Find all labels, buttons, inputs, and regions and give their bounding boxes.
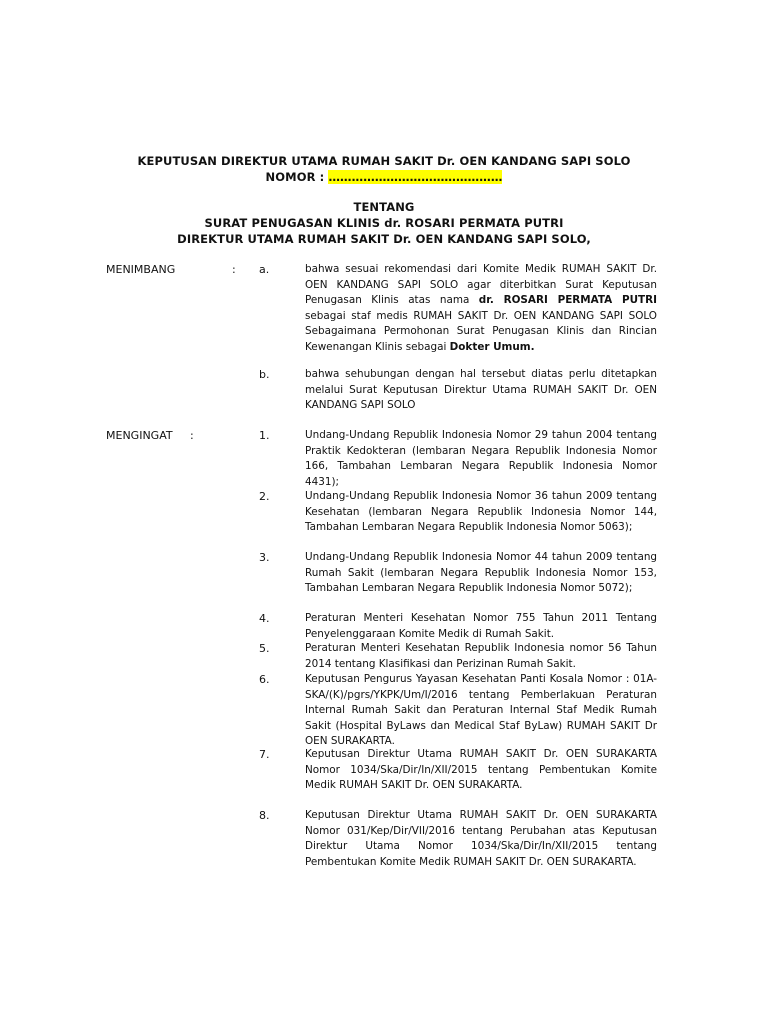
nomor-label: NOMOR : <box>265 170 329 184</box>
menimbang-label: MENIMBANG <box>106 263 176 276</box>
nomor-placeholder: ……………………………………… <box>328 170 503 184</box>
mengingat-marker-4: 4. <box>259 612 270 625</box>
menimbang-paragraph-b: bahwa sehubungan dengan hal tersebut diatas perlu ditetapkan melalui Surat Keputusan Direktur Utama RUMAH SAKIT Dr. OEN KANDANG SAPI SOLO <box>305 368 657 411</box>
doctor-name: dr. ROSARI PERMATA PUTRI <box>478 294 657 306</box>
mengingat-item-7: Keputusan Direktur Utama RUMAH SAKIT Dr. OEN SURAKARTA Nomor 1034/Ska/Dir/In/XII/2015 tentang Pembentukan Komite Medik RUMAH SAKIT Dr. OEN SURAKARTA. <box>305 748 657 791</box>
mengingat-colon: : <box>190 429 194 442</box>
menimbang-marker-b: b. <box>259 368 270 381</box>
role-title: Dokter Umum. <box>449 340 535 353</box>
mengingat-item-3: Undang-Undang Republik Indonesia Nomor 44 tahun 2009 tentang Rumah Sakit (lembaran Negara Republik Indonesia Nomor 153, Tambahan Lembaran Negara Republik Indonesia Nomor 5072); <box>305 551 657 594</box>
mengingat-item-2: Undang-Undang Republik Indonesia Nomor 36 tahun 2009 tentang Kesehatan (lembaran Negara Republik Indonesia Nomor 144, Tambahan Lembaran Negara Republik Indonesia Nomor 5063); <box>305 490 657 533</box>
mengingat-marker-2: 2. <box>259 490 270 503</box>
decree-title: KEPUTUSAN DIREKTUR UTAMA RUMAH SAKIT Dr. OEN KANDANG SAPI SOLO <box>137 154 631 168</box>
decree-issuer: DIREKTUR UTAMA RUMAH SAKIT Dr. OEN KANDANG SAPI SOLO, <box>177 232 591 246</box>
mengingat-marker-6: 6. <box>259 673 270 686</box>
menimbang-marker-a: a. <box>259 263 270 276</box>
tentang-heading: TENTANG <box>353 200 415 214</box>
mengingat-marker-1: 1. <box>259 429 270 442</box>
mengingat-marker-5: 5. <box>259 642 270 655</box>
mengingat-marker-7: 7. <box>259 748 270 761</box>
menimbang-colon: : <box>232 263 236 276</box>
mengingat-item-6: Keputusan Pengurus Yayasan Kesehatan Panti Kosala Nomor : 01A-SKA/(K)/pgrs/YKPK/Um/I/2016 tentang Pemberlakuan Peraturan Internal Rumah Sakit dan Peraturan Internal Staf Medik Rumah Sakit (Hospital ByLaws dan Medical Staf ByLaw) RUMAH SAKIT Dr OEN SURAKARTA. <box>305 673 657 747</box>
decree-subject: SURAT PENUGASAN KLINIS dr. ROSARI PERMATA PUTRI <box>204 216 564 230</box>
mengingat-label: MENGINGAT <box>106 429 173 442</box>
menimbang-paragraph-a: bahwa sesuai rekomendasi dari Komite Medik RUMAH SAKIT Dr. OEN KANDANG SAPI SOLO agar diterbitkan Surat Keputusan Penugasan Klinis atas nama dr. ROSARI PERMATA PUTRI sebagai staf medis RUMAH SAKIT Dr. OEN KANDANG SAPI SOLO Sebagaimana Permohonan Surat Penugasan Klinis dan Rincian Kewenangan Klinis sebagai Dokter Umum. <box>305 263 657 353</box>
mengingat-item-1: Undang-Undang Republik Indonesia Nomor 29 tahun 2004 tentang Praktik Kedokteran (lembaran Negara Republik Indonesia Nomor 166, Tambahan Lembaran Negara Republik Indonesia Nomor 4431); <box>305 429 657 488</box>
mengingat-marker-3: 3. <box>259 551 270 564</box>
mengingat-item-8: Keputusan Direktur Utama RUMAH SAKIT Dr. OEN SURAKARTA Nomor 031/Kep/Dir/VII/2016 tentang Perubahan atas Keputusan Direktur Utama Nomor 1034/Ska/Dir/In/XII/2015 tentang Pembentukan Komite Medik RUMAH SAKIT Dr. OEN SURAKARTA. <box>305 809 657 868</box>
decree-number <box>0 169 768 185</box>
mengingat-item-4: Peraturan Menteri Kesehatan Nomor 755 Tahun 2011 Tentang Penyelenggaraan Komite Medik di Rumah Sakit. <box>305 612 657 640</box>
mengingat-item-5: Peraturan Menteri Kesehatan Republik Indonesia nomor 56 Tahun 2014 tentang Klasifikasi dan Perizinan Rumah Sakit. <box>305 642 657 670</box>
mengingat-marker-8: 8. <box>259 809 270 822</box>
